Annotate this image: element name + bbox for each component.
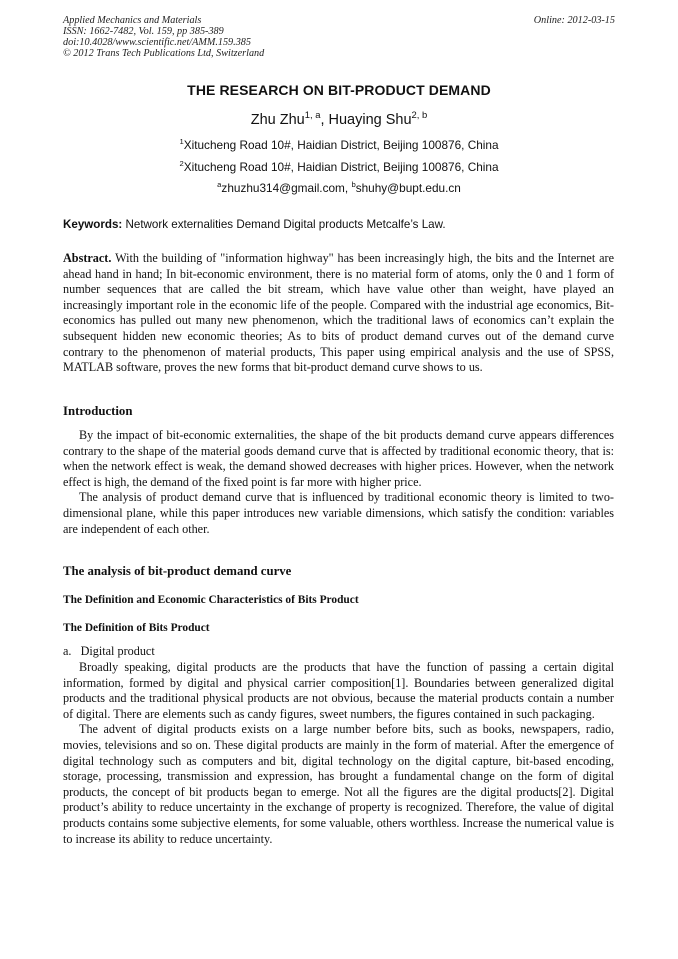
email-a-mark: a	[217, 180, 222, 190]
author-2-name: Huaying Shu	[328, 112, 412, 128]
analysis-paragraph-2: The advent of digital products exists on a large number before bits, such as books, newspapers, radio, movies, televisions and so on. These digital products are mainly in the form of material. After the emergence of digital technology such as computers and bit, digital technology on the digital capture, bit-based encoding, storage, processing, transmission and expression, has brought a fundamental change on the form of digital products, the concept of bit products began to emerge. Not all the figures are the digital products[2]. Digital product’s ability to reduce uncertainty in the exchange of property is recognized. Therefore, the value of digital products contains some subjective elements, for some valuable, others worthless. Increase the numerical value is to increase its ability to reduce uncertainty.	[63, 722, 614, 846]
email-b-mark: b	[351, 180, 356, 190]
analysis-body	[63, 660, 614, 847]
author-1-affiliation-mark: 1, a	[304, 109, 321, 121]
copyright-line: © 2012 Trans Tech Publications Ltd, Switzerland	[63, 48, 265, 59]
subsection-heading-definition: The Definition of Bits Product	[63, 622, 210, 634]
issn-line: ISSN: 1662-7482, Vol. 159, pp 385-389	[63, 26, 224, 37]
doi-line: doi:10.4028/www.scientific.net/AMM.159.385	[63, 37, 251, 48]
affiliation-1-text: Xitucheng Road 10#, Haidian District, Beijing 100876, China	[183, 138, 499, 152]
keywords-text: Network externalities Demand Digital products Metcalfe’s Law.	[122, 218, 446, 231]
email-a: zhuzhu314@gmail.com,	[221, 181, 352, 195]
email-line	[0, 181, 678, 195]
affiliation-2-mark: 2	[179, 159, 184, 169]
keywords-label: Keywords:	[63, 218, 123, 231]
author-line	[0, 109, 678, 128]
paper-title: THE RESEARCH ON BIT-PRODUCT DEMAND	[187, 82, 491, 98]
keywords	[63, 218, 446, 231]
journal-header	[63, 15, 264, 59]
journal-name: Applied Mechanics and Materials	[63, 15, 202, 26]
section-heading-analysis: The analysis of bit-product demand curve	[63, 564, 292, 578]
affiliation-2-text: Xitucheng Road 10#, Haidian District, Beijing 100876, China	[183, 160, 499, 174]
affiliation-1-mark: 1	[179, 137, 184, 147]
email-b: shuhy@bupt.edu.cn	[355, 181, 461, 195]
author-2-affiliation-mark: 2, b	[411, 109, 428, 121]
abstract	[63, 251, 614, 376]
affiliation-2	[0, 160, 678, 174]
online-date: Online: 2012-03-15	[533, 15, 615, 26]
author-1-name: Zhu Zhu	[250, 112, 305, 128]
section-heading-introduction: Introduction	[63, 404, 133, 418]
introduction-paragraph-1: By the impact of bit-economic externalities, the shape of the bit products demand curve appears differences contrary to the shape of the material goods demand curve that is affected by traditional economic theory, that is: when the network effect is weak, the demand showed decreases with higher prices. However, when the network effect is high, the demand of the fixed point is far more with higher price.	[63, 428, 614, 489]
author-separator: ,	[320, 112, 329, 128]
list-item-digital-product: a. Digital product	[63, 644, 155, 658]
abstract-label: Abstract.	[63, 251, 112, 265]
introduction-paragraph-2: The analysis of product demand curve that is influenced by traditional economic theory is limited to two-dimensional plane, while this paper introduces new variable dimensions, which satisfy the condition: variables are independent of each other.	[63, 490, 614, 536]
introduction-body	[63, 428, 614, 537]
analysis-paragraph-1: Broadly speaking, digital products are the products that have the function of passing a certain digital information, formed by digital and physical carrier composition[1]. Boundaries between generalized digital products and the traditional physical products are not obvious, because the material products contain a number of digital. There are elements such as candy figures, sweet numbers, the figures contained in such packaging.	[63, 660, 614, 721]
subsection-heading-definition-characteristics: The Definition and Economic Characteristics of Bits Product	[63, 594, 359, 606]
abstract-text: With the building of "information highway" has been increasingly high, the bits and the Internet are ahead hand in hand; In bit-economic environment, there is no material form of atoms, only the 0 and 1 form of number sequences that are called the bit stream, which have value other than weight, have played an increasingly important role in the economic life of the people. Compared with the industrial age economics, Bit-economics has pulled out many new phenomenon, which the traditional laws of economics can’t explain the subsequent hidden new economic theories; As to bits of product demand curves out of the demand curve contrary to the phenomenon of material products, This paper using empirical analysis and the use of SPSS, MATLAB software, proves the new forms that bit-product demand curve shows to us.	[63, 251, 614, 375]
affiliation-1	[0, 138, 678, 152]
